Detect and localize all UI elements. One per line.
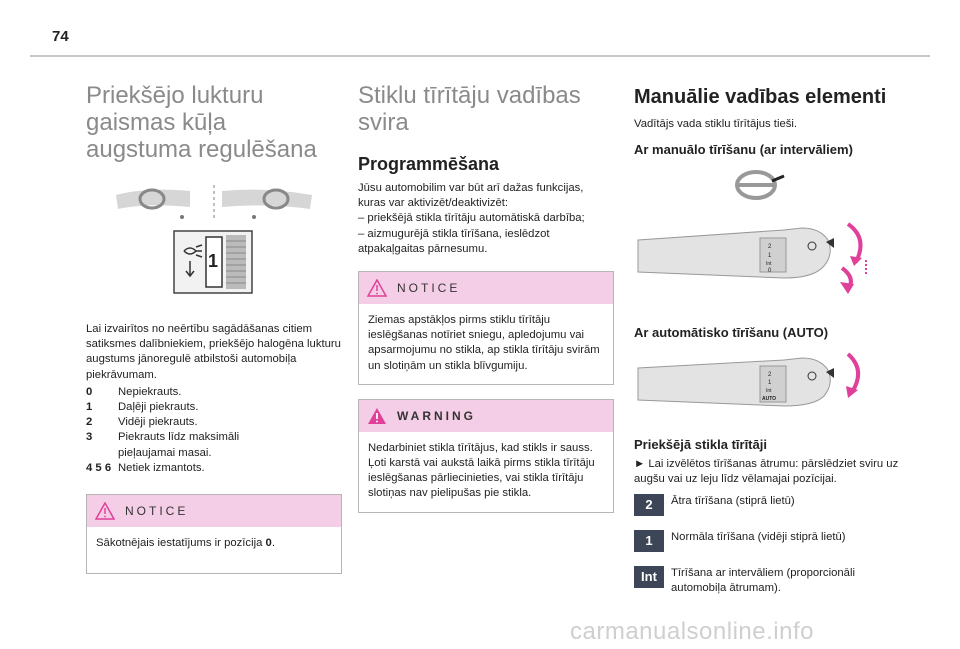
stalk-label-1: 1 xyxy=(768,253,772,260)
programming-heading: Programmēšana xyxy=(358,154,500,174)
speed-badge: Int xyxy=(634,566,664,588)
notice-triangle-icon xyxy=(95,502,115,520)
wiper-stalk-auto-illustration xyxy=(634,350,902,420)
notice-box-headlamp xyxy=(86,494,342,574)
list-item xyxy=(86,415,342,430)
stalk-label-2: 2 xyxy=(768,372,772,379)
header-rule xyxy=(30,55,930,57)
warning-header xyxy=(359,400,613,432)
speed-item-2 xyxy=(634,494,902,516)
position-number: 1 xyxy=(86,401,93,414)
stalk-label-int: Int xyxy=(766,388,772,395)
stalk-label-2: 2 xyxy=(768,244,772,251)
position-text: Daļēji piekrauts. xyxy=(118,401,199,414)
notice-header xyxy=(359,272,613,304)
programming-intro: Jūsu automobilim var būt arī dažas funkcijas, kuras var aktivizēt/deaktivizēt: xyxy=(358,182,584,210)
position-text: Netiek izmantots. xyxy=(118,461,205,474)
position-text: Nepiekrauts. xyxy=(118,385,182,398)
position-number: 4 5 6 xyxy=(86,461,112,474)
list-item xyxy=(86,385,342,400)
speed-text: Normāla tīrīšana (vidēji stiprā lietū) xyxy=(671,530,846,543)
column-manual-controls xyxy=(634,82,902,596)
notice-title: NOTICE xyxy=(125,504,189,519)
list-item xyxy=(86,400,342,415)
notice-text: Sākotnējais iestatījums ir pozīcija xyxy=(96,537,266,550)
auto-wiping-heading: Ar automātisko tīrīšanu (AUTO) xyxy=(634,325,829,341)
stalk-label-0: 0 xyxy=(768,268,772,275)
speed-item-int xyxy=(634,566,902,596)
warning-triangle-icon xyxy=(367,407,387,425)
column-headlamp xyxy=(86,82,342,574)
stalk-label-1: 1 xyxy=(768,380,772,387)
manual-wiping-heading: Ar manuālo tīrīšanu (ar intervāliem) xyxy=(634,142,853,158)
headlamp-adjuster-illustration xyxy=(86,181,342,301)
front-wipers-heading: Priekšējā stikla tīrītāji xyxy=(634,437,767,453)
list-item xyxy=(86,430,342,460)
position-list xyxy=(86,385,342,476)
watermark: carmanualsonline.info xyxy=(570,618,814,645)
warning-title: WARNING xyxy=(397,408,476,423)
notice-header xyxy=(87,495,341,527)
notice-body xyxy=(87,527,341,573)
section-title-manual-controls: Manuālie vadības elementi xyxy=(634,86,887,108)
position-number: 0 xyxy=(86,385,93,398)
knob-position-label: 1 xyxy=(208,251,219,271)
programming-bullet: – aizmugurējā stikla tīrīšana, ieslēdzot atpakaļgaitas pārnesumu. xyxy=(358,227,550,255)
stalk-label-auto: AUTO xyxy=(762,396,777,403)
page-number: 74 xyxy=(52,28,69,45)
stalk-label-int: Int xyxy=(766,261,772,268)
wiper-stalk-manual-illustration xyxy=(634,216,902,308)
position-text: Piekrauts līdz maksimāli pieļaujamai masai. xyxy=(118,431,240,459)
speed-instruction: ► Lai izvēlētos tīrīšanas ātrumu: pārslēdziet sviru uz augšu vai uz leju līdz vēlamajai pozīcijai. xyxy=(634,458,899,486)
speed-text: Tīrīšana ar intervāliem (proporcionāli automobiļa ātrumam). xyxy=(671,566,855,594)
section-title-wiper-stalk: Stiklu tīrītāju vadības svira xyxy=(358,82,581,136)
list-item xyxy=(86,461,342,476)
steering-wheel-icon xyxy=(634,167,902,205)
position-number: 2 xyxy=(86,416,93,429)
manual-intro: Vadītājs vada stiklu tīrītājus tieši. xyxy=(634,118,798,130)
section-title-headlamp: Priekšējo lukturu gaismas kūļa augstuma regulēšana xyxy=(86,82,317,163)
column-wiper-stalk xyxy=(358,82,614,513)
notice-body: Ziemas apstākļos pirms stiklu tīrītāju ieslēgšanas notīriet sniegu, apledojumu vai apsarmojumu no stikla, ap stikla tīrītāju svirām un slotiņām un stikla blīvgumiju. xyxy=(368,314,600,372)
headlamp-intro: Lai izvairītos no neērtību sagādāšanas citiem satiksmes dalībniekiem, priekšējo halogēna lukturu augstums jānoregulē atbilstoši automobiļa piekrāvumam. xyxy=(86,323,341,381)
notice-title: NOTICE xyxy=(397,281,461,296)
position-number: 3 xyxy=(86,431,93,444)
speed-text: Ātra tīrīšana (stiprā lietū) xyxy=(671,494,795,507)
programming-bullet: – priekšējā stikla tīrītāju automātiskā darbība; xyxy=(358,212,585,225)
notice-text-end: . xyxy=(271,537,275,550)
speed-badge: 1 xyxy=(634,530,664,552)
notice-triangle-icon xyxy=(367,279,387,297)
warning-body: Nedarbiniet stikla tīrītājus, kad stikls ir sauss. Ļoti karstā vai aukstā laikā pirms stikla tīrītāju ieslēgšanas pārliecinieties, vai stikla tīrītāju slotiņas nav pielipušas pie stikla. xyxy=(368,441,595,500)
warning-box xyxy=(358,399,614,513)
speed-badge: 2 xyxy=(634,494,664,516)
speed-item-1 xyxy=(634,530,902,552)
notice-text-bold: 0 xyxy=(265,537,272,550)
notice-box-winter xyxy=(358,271,614,385)
position-text: Vidēji piekrauts. xyxy=(118,416,198,429)
